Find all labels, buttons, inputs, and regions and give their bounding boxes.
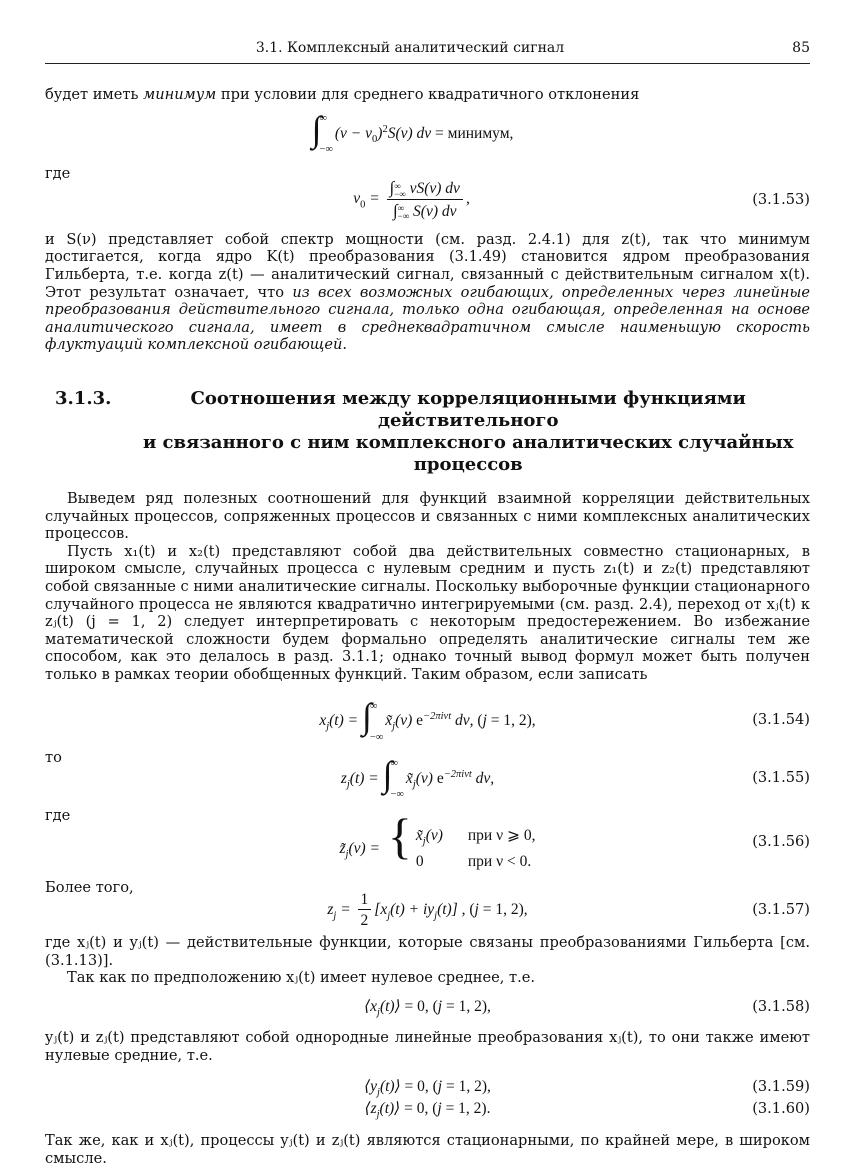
- eq-number-3-1-57: (3.1.57): [752, 901, 810, 919]
- paragraph-5: yⱼ(t) и zⱼ(t) представляют собой однородные линейные преобразования xⱼ(t), то они также имеют нулевые средние, т.е.: [45, 1029, 810, 1064]
- after-3153-text: и S(ν) представляет собой спектр мощности (см. разд. 2.4.1) для z(t), так что минимум достигается, когда ядро K(t) преобразования (3.1.49) становится ядром преобразования Гильберта, т.е. когда z(t) — аналитический сигнал, связанный с действительным сигналом x(t). Этот результат означает, что: [45, 230, 810, 301]
- eq-number-3-1-55: (3.1.55): [752, 769, 810, 787]
- equation-3-1-60: $⟨z_j(t)⟩ = 0$, (j = 1, 2). (3.1.60): [364, 1100, 810, 1121]
- equation-3-1-55: $z_j(t)$ = ∫ ∞ −∞ $x̃_j(\nu)$ $e^{-2\pi i\nu t}$ dν, (3.1.55): [340, 753, 810, 801]
- eq-min-rhs: = минимум,: [435, 124, 514, 142]
- running-head: [45, 40, 810, 64]
- paragraph-1: Выведем ряд полезных соотношений для функций взаимной корреляции действительных случайных процессов, сопряженных процессов и связанных с ними комплексных аналитических процессов.: [45, 489, 810, 543]
- equation-3-1-54: $x_j(t)$ = ∫ ∞ −∞ $x̃_j(\nu)$ $e^{-2\pi i\nu t}$ dν, (j = 1, 2), (3.1.54): [319, 696, 810, 743]
- after-3153-emph: из всех возможных огибающих, определенных через линейные преобразования действительного сигнала, только одна огибающая, определенная на основе аналитического сигнала, имеет в среднеквадратичном смысле наименьшую скорость флуктуаций комплексной огибающей.: [45, 283, 811, 354]
- more-label: Более того,: [45, 878, 134, 896]
- section-title-line2: и связанного с ним комплексного аналитических случайных процессов: [142, 431, 794, 475]
- equation-3-1-53: $\nu_0$ = ∫ ∞ −∞ νS(ν) dν ∫ ∞ −∞ S(ν) dν , (3.1.53): [353, 178, 810, 222]
- case2-value: 0: [415, 853, 424, 871]
- eq-number-3-1-60: (3.1.60): [752, 1100, 810, 1118]
- paragraph-after-3-1-53: [45, 231, 810, 354]
- section-number: 3.1.3.: [55, 387, 112, 409]
- page-number: 85: [792, 40, 810, 56]
- eq-number-3-1-53: (3.1.53): [752, 190, 810, 208]
- equation-minimum: ∫ ∞ −∞ $(\nu - \nu_0)^2S(\nu)$ dν = минимум,: [311, 108, 514, 156]
- equation-3-1-59: $⟨y_j(t)⟩ = 0$, (j = 1, 2), (3.1.59): [364, 1078, 810, 1099]
- paragraph-3: где xⱼ(t) и yⱼ(t) — действительные функции, которые связаны преобразованиями Гильберта [см. (3.1.13)].: [45, 934, 810, 969]
- case1-condition: при ν ⩾ 0,: [467, 827, 536, 845]
- to-label: то: [45, 749, 62, 767]
- section-title-line1: Соотношения между корреляционными функциями действительного: [190, 387, 746, 431]
- where-label-1: где: [45, 165, 71, 183]
- eq-number-3-1-56: (3.1.56): [752, 832, 810, 850]
- intro-text: будет иметь: [45, 85, 144, 103]
- equation-3-1-56: $z̃_j(\nu)$ = { $x̃_j(\nu)$ при ν ⩾ 0, 0 при ν < 0. (3.1.56): [339, 807, 810, 871]
- paragraph-intro: [45, 86, 810, 104]
- eq-number-3-1-54: (3.1.54): [752, 711, 810, 729]
- eq-number-3-1-59: (3.1.59): [752, 1078, 810, 1096]
- running-head-title: 3.1. Комплексный аналитический сигнал: [255, 40, 565, 56]
- paragraph-6: Так же, как и xⱼ(t), процессы yⱼ(t) и zⱼ(t) являются стационарными, по крайней мере, в широком смысле.: [45, 1132, 810, 1167]
- equation-3-1-57: $z_j$ = $\frac{1}{2}$ $[x_j(t) + iy_j(t)]$ , (j = 1, 2), (3.1.57): [327, 890, 810, 930]
- equation-3-1-58: $⟨x_j(t)⟩ = 0$, (j = 1, 2), (3.1.58): [364, 998, 810, 1019]
- page: [45, 40, 810, 1167]
- eq-number-3-1-58: (3.1.58): [752, 998, 810, 1016]
- paragraph-2: Пусть x₁(t) и x₂(t) представляют собой два действительных совместно стационарных, в широком смысле, случайных процесса с нулевым средним и пусть z₁(t) и z₂(t) представляют собой связанные с ними аналитические сигналы. Поскольку выборочные функции стационарного случайного процесса не являются квадратично интегрируемыми (см. разд. 2.4), переход от xⱼ(t) к zⱼ(t) (j = 1, 2) следует интерпретировать с некоторым предостережением. Во избежание математической сложности будем формально определять аналитические сигналы тем же способом, как это делалось в разд. 3.1.1; однако точный вывод формул может быть получен только в рамках теории обобщенных функций. Таким образом, если записать: [45, 542, 810, 683]
- case2-condition: при ν < 0.: [467, 853, 532, 871]
- section-heading: [55, 388, 810, 476]
- intro-rest: при условии для среднего квадратичного отклонения: [216, 85, 640, 103]
- paragraph-4: Так как по предположению xⱼ(t) имеет нулевое среднее, т.е.: [67, 969, 535, 987]
- where-label-2: где: [45, 807, 71, 825]
- intro-emph: минимум: [143, 85, 217, 103]
